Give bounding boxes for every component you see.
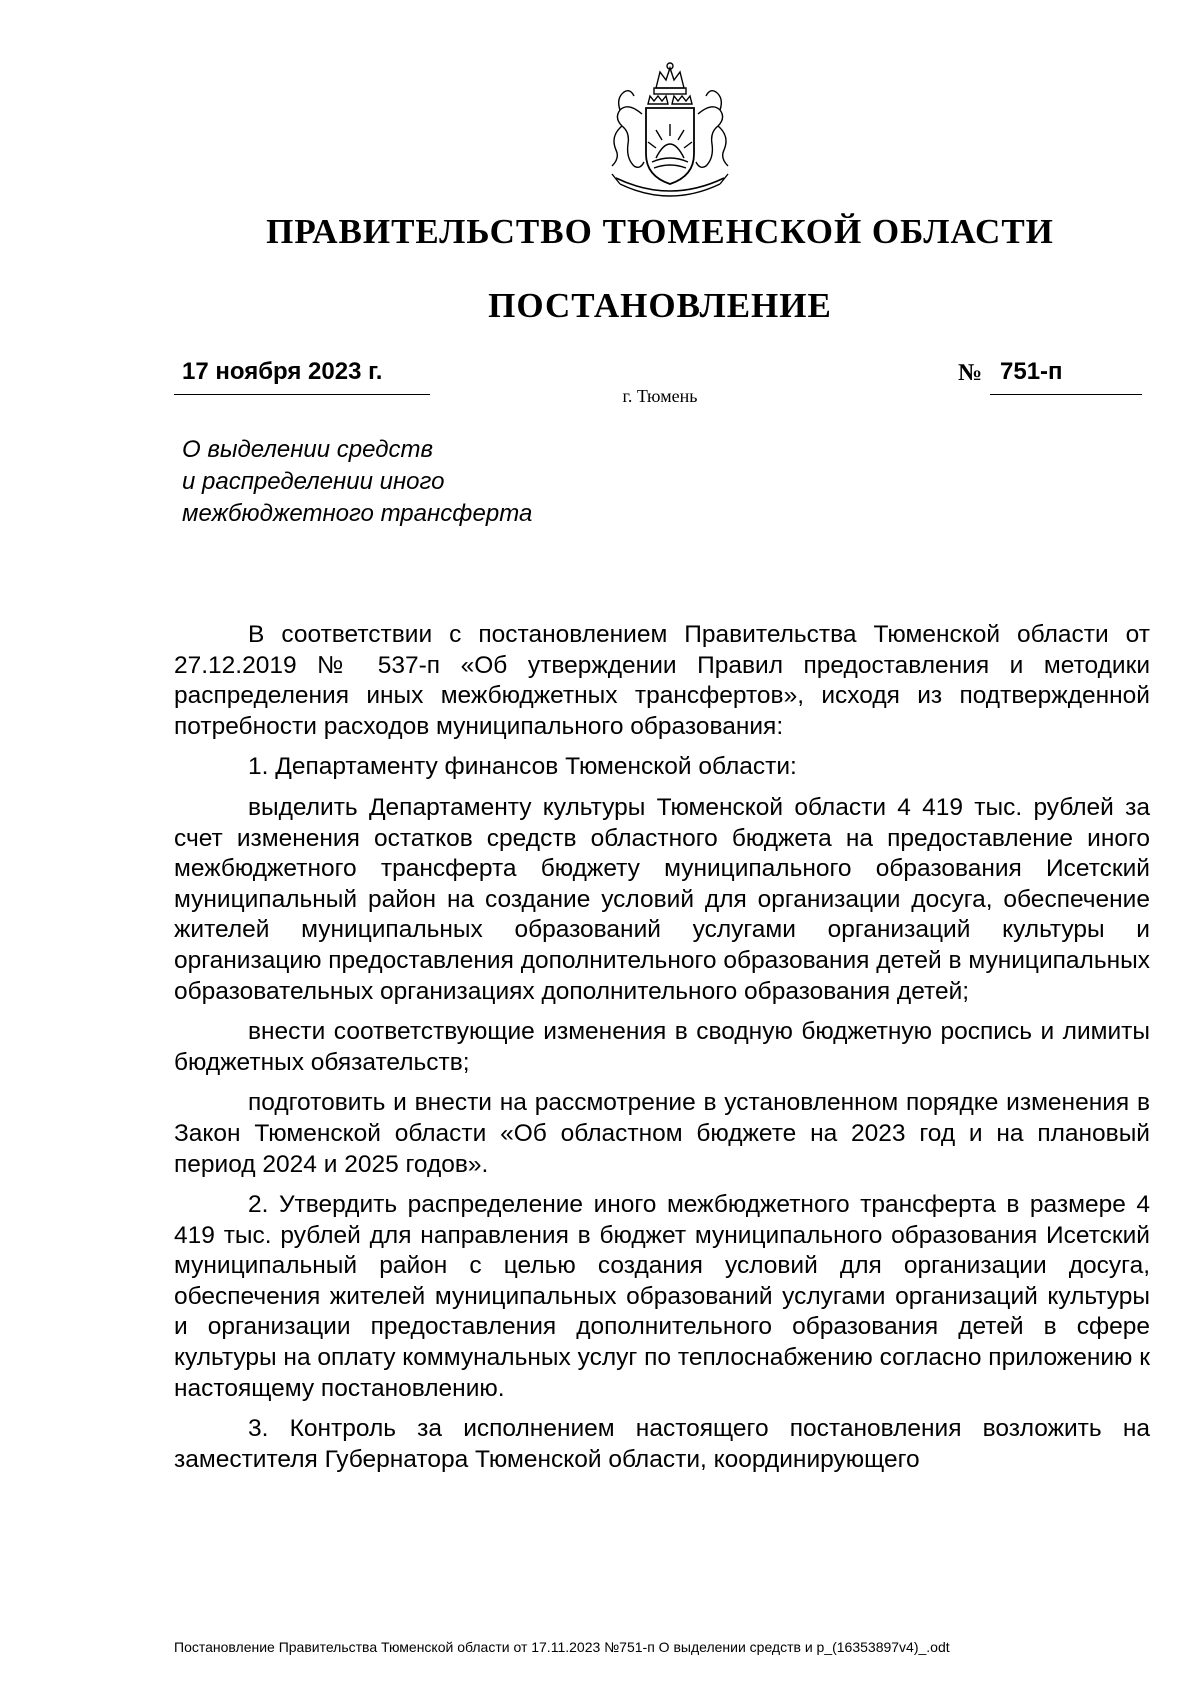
document-date: 17 ноября 2023 г. <box>182 358 383 385</box>
body-paragraph: 2. Утвердить распределение иного межбюджетного трансферта в размере 4 419 тыс. рублей для направления в бюджет муниципального образования Исетский муниципальный район с целью создания условий для организации досуга, обеспечения жителей муниципальных образований услугами организаций культуры и организации предоставления дополнительного образования детей в сфере культуры на оплату коммунальных услуг по теплоснабжению согласно приложению к настоящему постановлению. <box>174 1191 1150 1402</box>
document-subject <box>182 434 642 530</box>
city-label: г. Тюмень <box>622 386 698 406</box>
body-paragraph: внести соответствующие изменения в сводную бюджетную роспись и лимиты бюджетных обязательств; <box>174 1018 1150 1076</box>
body-paragraph: 3. Контроль за исполнением настоящего постановления возложить на заместителя Губернатора Тюменской области, координирующего <box>174 1415 1150 1473</box>
coat-of-arms-icon <box>590 58 750 204</box>
subject-line: О выделении средств <box>182 436 434 463</box>
body-paragraph: выделить Департаменту культуры Тюменской области 4 419 тыс. рублей за счет изменения остатков средств областного бюджета на предоставление иного межбюджетного трансферта бюджету муниципального образования Исетский муниципальный район на создание условий для организации досуга, обеспечение жителей муниципальных образований услугами организаций культуры и организацию предоставления дополнительного образования детей в муниципальных образовательных организациях дополнительного образования детей; <box>174 793 1150 1005</box>
number-sign: № <box>958 360 983 386</box>
document-body <box>174 620 1150 1475</box>
body-paragraph: 1. Департаменту финансов Тюменской области: <box>248 753 797 781</box>
subject-line: и распределении иного <box>182 468 445 495</box>
page-footer: Постановление Правительства Тюменской области от 17.11.2023 №751-п О выделении средств и р_(16353897v4)_.odt <box>174 1639 950 1655</box>
government-title: ПРАВИТЕЛЬСТВО ТЮМЕНСКОЙ ОБЛАСТИ <box>266 212 1054 251</box>
document-number: 751-п <box>1000 358 1063 385</box>
body-paragraph: подготовить и внести на рассмотрение в установленном порядке изменения в Закон Тюменской области «Об областном бюджете на 2023 год и на плановый период 2024 и 2025 годов». <box>174 1089 1150 1178</box>
body-paragraph: В соответствии с постановлением Правительства Тюменской области от 27.12.2019 № 537-п «Об утверждении Правил предоставления и методики распределения иных межбюджетных трансфертов», исходя из подтвержденной потребности расходов муниципального образования: <box>174 621 1150 740</box>
subject-line: межбюджетного трансферта <box>182 500 533 527</box>
document-type-title: ПОСТАНОВЛЕНИЕ <box>488 286 832 325</box>
